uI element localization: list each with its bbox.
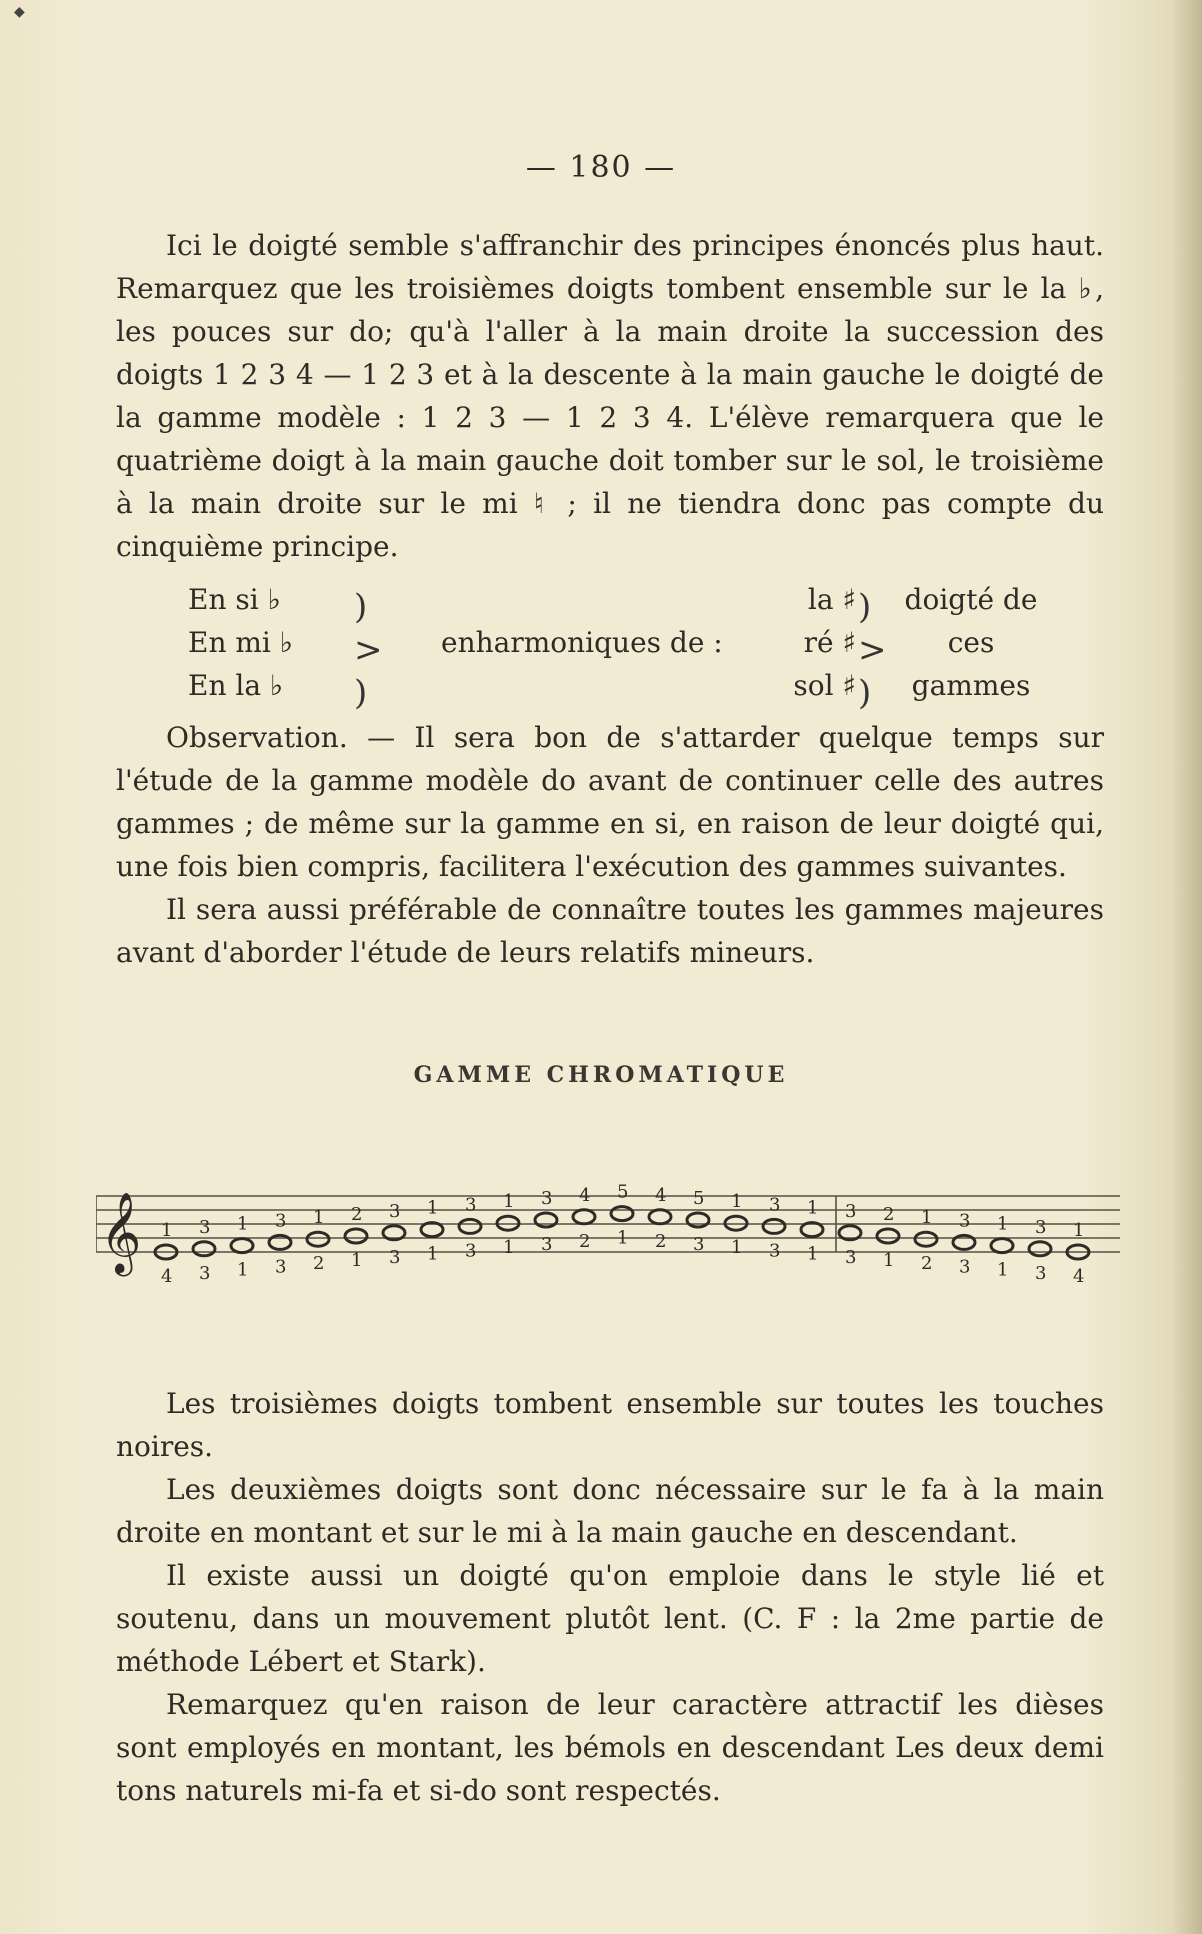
fingering-bottom: 3 [1035,1262,1047,1284]
paragraph-intro [116,224,1104,568]
fingering-top: 3 [199,1216,211,1238]
paragraph-4: Les deuxièmes doigts sont donc nécessaire sur le fa à la main droite en montant et sur le mi à la main gauche en descendant. [116,1473,1104,1549]
enh-left-2: En mi ♭ [188,626,293,659]
paragraph-1: Ici le doigté semble s'affranchir des principes énoncés plus haut. Remarquez que les troisièmes doigts tombent ensemble sur le la ♭, les pouces sur do; qu'à l'aller à la main droite la succession des doigts 1 2 3 4 — 1 2 3 et à la descente à la main gauche le doigté de la gamme modèle : 1 2 3 — 1 2 3 4. L'élève remarquera que le quatrième doigt à la main gauche doit tomber sur le sol, le troisième à la main droite sur le mi ♮ ; il ne tiendra donc pas compte du cinquième principe. [116,229,1104,563]
fingering-top: 5 [617,1181,629,1203]
fingering-bottom: 1 [503,1237,515,1259]
fingering-top: 4 [579,1184,591,1206]
closing-block [116,1382,1104,1812]
fingering-bottom: 1 [997,1259,1009,1281]
fingering-top: 1 [731,1191,743,1213]
fingering-bottom: 2 [921,1253,933,1275]
fingering-bottom: 1 [351,1250,363,1271]
fingering-top: 3 [541,1188,553,1209]
observation-block [116,716,1104,974]
fingering-top: 4 [655,1184,667,1206]
fingering-bottom: 1 [427,1243,439,1265]
enh-note-2: ces [947,626,995,659]
whole-note [877,1229,899,1243]
enh-note-3: gammes [911,669,1031,702]
fingering-bottom: 4 [1073,1266,1085,1287]
fingering-top: 1 [1073,1220,1085,1241]
paragraph-3: Les troisièmes doigts tombent ensemble sur toutes les touches noires. [116,1387,1104,1463]
fingering-bottom: 2 [313,1253,325,1275]
fingering-top: 1 [921,1207,933,1229]
fingering-top: 2 [883,1204,895,1225]
fingering-bottom: 1 [883,1250,895,1271]
paragraph-5: Il existe aussi un doigté qu'on emploie dans le style lié et soutenu, dans un mouvement plutôt lent. (C. F : la 2me partie de méthode Lébert et Stark). [116,1559,1104,1678]
whole-note [649,1210,671,1224]
fingering-bottom: 1 [237,1259,249,1281]
fingering-bottom: 4 [161,1266,173,1287]
treble-clef-icon: 𝄞 [100,1191,142,1273]
whole-note [497,1216,519,1230]
whole-note [307,1232,329,1246]
fingering-top: 3 [389,1200,401,1222]
whole-note [573,1210,595,1224]
fingerings-bottom [161,1228,1084,1287]
fingering-bottom: 2 [579,1230,591,1252]
enharmonic-right-column [756,578,856,707]
fingering-top: 5 [693,1188,705,1209]
page-edge-shadow [1172,0,1202,1934]
enharmonic-table [116,578,1104,713]
fingering-bottom: 3 [959,1256,971,1278]
fingering-top: 1 [997,1213,1009,1235]
fingering-top: 2 [351,1204,363,1225]
whole-note [193,1242,215,1256]
fingering-top: 3 [1035,1216,1047,1238]
fingering-top: 3 [465,1194,477,1216]
whole-note [725,1216,747,1230]
fingering-bottom: 3 [199,1262,211,1284]
fingering-bottom: 3 [845,1246,857,1268]
whole-note [231,1239,253,1253]
observation-paragraph: Observation. — Il sera bon de s'attarder quelque temps sur l'étude de la gamme modèle do avant de continuer celle des autres gammes ; de même sur la gamme en si, en raison de leur doigté qui, une fois bien compris, facilitera l'exécution des gammes suivantes. [116,721,1104,883]
whole-note [763,1219,785,1233]
fingering-bottom: 3 [769,1240,781,1262]
enh-right-1: la ♯ [807,583,856,616]
fingering-bottom: 3 [465,1240,477,1262]
paragraph-6: Remarquez qu'en raison de leur caractère attractif les dièses sont employés en montant, les bémols en descendant Les deux demi tons naturels mi-fa et si-do sont respectés. [116,1688,1104,1807]
enh-right-3: sol ♯ [793,669,856,702]
whole-note [345,1229,367,1243]
whole-note [459,1219,481,1233]
whole-note [915,1232,937,1246]
whole-note [611,1207,633,1221]
paragraph-2: Il sera aussi préférable de connaître toutes les gammes majeures avant d'aborder l'étude de leurs relatifs mineurs. [116,893,1104,969]
whole-note [687,1213,709,1227]
brace-right: ) > ) [858,587,887,713]
enh-middle: enharmoniques de : [441,626,723,659]
fingering-top: 3 [959,1210,971,1232]
fingering-bottom: 3 [389,1246,401,1268]
whole-note [535,1213,557,1227]
enharmonic-left-column [188,578,293,707]
enh-note-1: doigté de [904,583,1038,616]
fingering-bottom: 3 [275,1256,287,1278]
fingering-bottom: 2 [655,1230,667,1252]
fingering-top: 1 [427,1197,439,1219]
page-number: — 180 — [525,150,677,185]
corner-mark: ◆ [14,4,25,20]
fingering-bottom: 3 [693,1234,705,1255]
fingering-top: 3 [275,1210,287,1232]
fingering-bottom: 1 [617,1227,629,1249]
brace-left: ) > ) [354,587,383,713]
chromatic-scale-score [96,1160,1126,1340]
section-title: GAMME CHROMATIQUE [413,1062,789,1088]
fingering-top: 1 [161,1220,173,1241]
fingering-top: 3 [769,1194,781,1216]
fingering-bottom: 1 [807,1243,819,1265]
fingering-top: 1 [237,1213,249,1235]
enh-left-3: En la ♭ [188,669,284,702]
fingering-bottom: 1 [731,1237,743,1259]
enh-left-1: En si ♭ [188,583,281,616]
fingering-bottom: 3 [541,1234,553,1255]
whole-note [1029,1242,1051,1256]
whole-note [991,1239,1013,1253]
enharmonic-note-column [896,578,1046,707]
fingering-top: 3 [845,1200,857,1222]
fingering-top: 1 [503,1191,515,1213]
enh-right-2: ré ♯ [803,626,856,659]
fingering-top: 1 [313,1207,325,1229]
fingering-top: 1 [807,1197,819,1219]
